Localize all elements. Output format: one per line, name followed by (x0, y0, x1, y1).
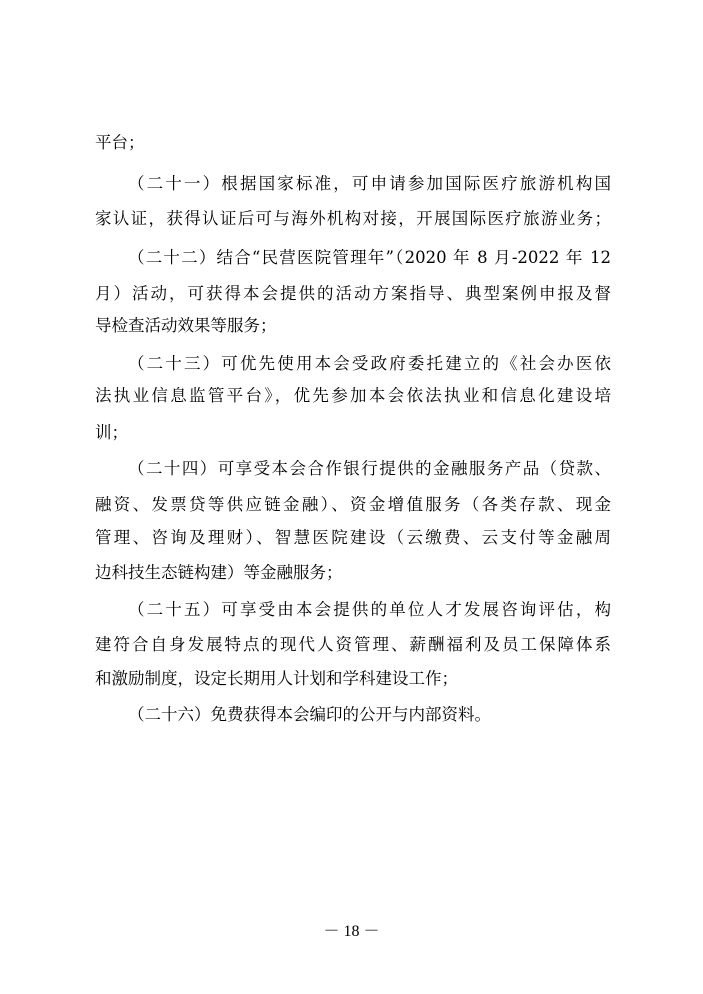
clause-21-line-1: （二十一）根据国家标准，可申请参加国际医疗旅游机构国 (128, 174, 611, 193)
clause-22-line-2: 月）活动，可获得本会提供的活动方案指导、典型案例申报及督 (95, 284, 611, 303)
clause-25-line-3: 和激励制度，设定长期用人计划和学科建设工作； (95, 669, 458, 688)
clause-25-line-1: （二十五）可享受由本会提供的单位人才发展咨询评估，构 (128, 600, 611, 619)
clause-21-line-2: 家认证，获得认证后可与海外机构对接，开展国际医疗旅游业务； (95, 209, 611, 228)
text-line: 平台； (95, 133, 145, 152)
clause-26-line-1: （二十六）免费获得本会编印的公开与内部资料。 (128, 705, 491, 724)
clause-23-line-2: 法执业信息监管平台》，优先参加本会依法执业和信息化建设培 (95, 386, 611, 405)
clause-23-line-1: （二十三）可优先使用本会受政府委托建立的《社会办医依 (128, 354, 611, 373)
clause-24-line-3: 管理、咨询及理财）、智慧医院建设（云缴费、云支付等金融周 (95, 528, 611, 547)
clause-24-line-1: （二十四）可享受本会合作银行提供的金融服务产品（贷款、 (128, 459, 611, 478)
clause-22-line-1: （二十二）结合“民营医院管理年”（2020 年 8 月-2022 年 12 (128, 248, 611, 267)
page-number: － 18 － (323, 923, 380, 940)
clause-24-line-4: 边科技生态链构建）等金融服务； (95, 563, 343, 582)
clause-24-line-2: 融资、发票贷等供应链金融）、资金增值服务（各类存款、现金 (95, 495, 611, 514)
clause-23-line-3: 训； (95, 423, 128, 442)
clause-25-line-2: 建符合自身发展特点的现代人资管理、薪酬福利及员工保障体系 (95, 635, 611, 654)
clause-22-line-3: 导检查活动效果等服务； (95, 316, 277, 335)
